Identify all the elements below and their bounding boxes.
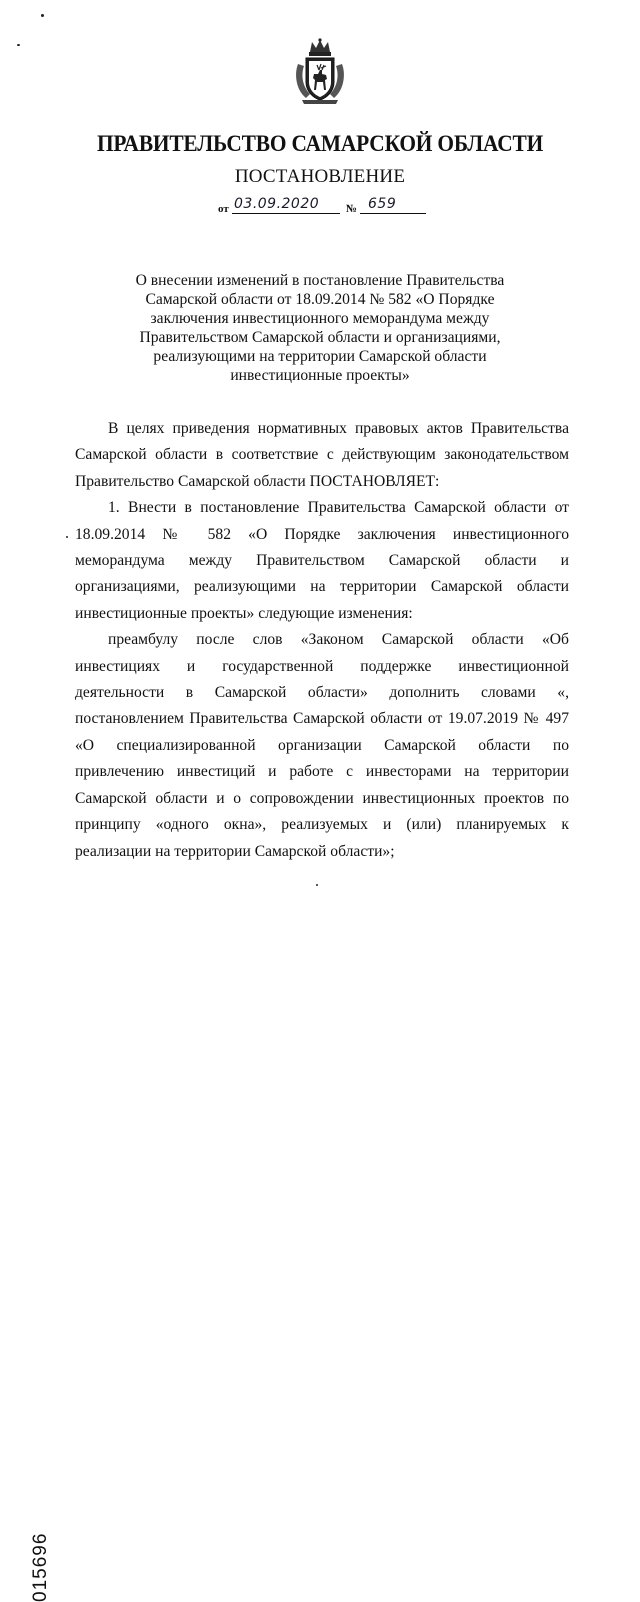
scan-speck: [17, 44, 20, 46]
paragraph-item-1: 1. Внести в постановление Правительства Самарской области от 18.09.2014 № 582 «О Порядке заключения инвестиционного меморандума между Правительством Самарской области и организациями, реализующими на территории Самарской области инвестиционные проекты» следующие изменения:: [75, 499, 569, 622]
scan-speck: [66, 536, 68, 538]
date-number-line: [214, 196, 434, 218]
serial-number: 015696: [30, 1532, 51, 1602]
number-underline: [360, 213, 426, 214]
date-underline: [232, 213, 340, 214]
serial-number-margin: [28, 762, 52, 1602]
document-body: [75, 416, 569, 865]
paragraph-amendment: преамбулу после слов «Законом Самарской области «Об инвестициях и государственной поддержке инвестиционной деятельности в Самарской области» дополнить словами «, постановлением Правительства Самарской области от 19.07.2019 № 497 «О специализированной организации Самарской области по привлечению инвестиций и работе с инвесторами на территории Самарской области и о сопровождении инвестиционных проектов по принципу «одного окна», реализуемых и (или) планируемых к реализации на территории Самарской области»;: [75, 631, 569, 860]
handwritten-number: 659: [368, 196, 397, 212]
document-type: ПОСТАНОВЛЕНИЕ: [234, 166, 406, 187]
government-heading: ПРАВИТЕЛЬСТВО САМАРСКОЙ ОБЛАСТИ: [96, 131, 544, 156]
scan-speck: [41, 14, 44, 17]
date-label: от: [218, 203, 229, 215]
number-label: №: [346, 203, 358, 215]
handwritten-date: 03.09.2020: [234, 196, 320, 212]
samara-coat-of-arms-icon: [292, 38, 348, 104]
document-title: О внесении изменений в постановление Правительства Самарской области от 18.09.2014 № 582 «О Порядке заключения инвестиционного меморандума между Правительством Самарской области и организациями, реализующими на территории Самарской области инвестиционные проекты»: [135, 272, 505, 384]
scan-speck: [316, 884, 318, 886]
paragraph-preamble: В целях приведения нормативных правовых актов Правительства Самарской области в соответствие с действующим законодательством Правительство Самарской области ПОСТАНОВЛЯЕТ:: [75, 420, 569, 490]
